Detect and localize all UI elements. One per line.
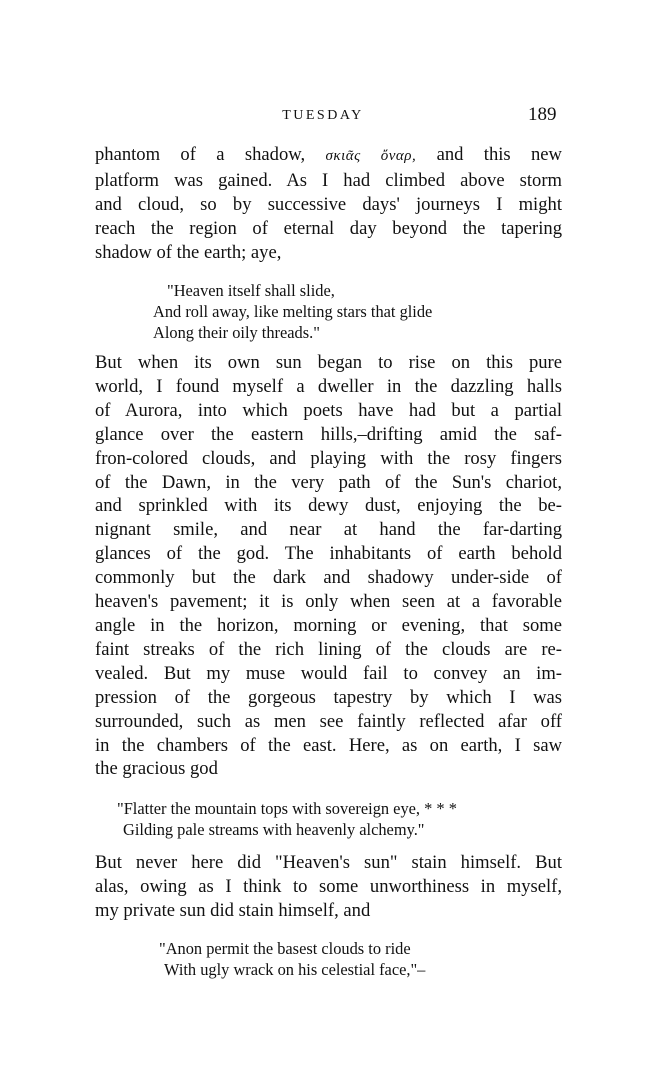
paragraph-line: and sprinkled with its dewy dust, enjoying the be- [95,495,562,517]
paragraph-1 [95,143,562,265]
paragraph-line: of the Dawn, in the very path of the Sun's chariot, [95,471,562,493]
paragraph-line: angle in the horizon, morning or evening, that some [95,614,562,636]
paragraph-line: world, I found myself a dweller in the dazzling halls [95,375,562,397]
paragraph-line: surrounded, such as men see faintly reflected afar off [95,710,562,732]
page-number: 189 [528,104,557,125]
paragraph-line: fron-colored clouds, and playing with the rosy fingers [95,447,562,469]
paragraph-line: shadow of the earth; aye, [95,241,282,263]
paragraph-line: and cloud, so by successive days' journeys I might [95,193,562,215]
paragraph-line: But never here did "Heaven's sun" stain himself. But [95,852,562,873]
verse-line: "Anon permit the basest clouds to ride [159,939,411,958]
paragraph-line: pression of the gorgeous tapestry by which I was [95,686,562,708]
paragraph-line: glances of the god. The inhabitants of earth behold [95,543,562,565]
paragraph-line: faint streaks of the rich lining of the clouds are re- [95,638,562,660]
running-title: TUESDAY [282,108,364,123]
verse-quote-3 [159,939,425,981]
paragraph-line: But when its own sun began to rise on this pure [95,352,562,373]
paragraph-line: vealed. But my muse would fail to convey an im- [95,662,562,684]
paragraph-3 [95,851,562,923]
verse-quote-1 [153,281,432,343]
paragraph-2 [95,351,562,781]
paragraph-line: alas, owing as I think to some unworthiness in myself, [95,875,562,897]
paragraph-line: in the chambers of the east. Here, as on earth, I saw [95,734,562,756]
paragraph-line: glance over the eastern hills,–drifting amid the saf- [95,423,562,445]
paragraph-line: platform was gained. As I had climbed above storm [95,169,562,191]
paragraph-line: reach the region of eternal day beyond the tapering [95,217,562,239]
paragraph-line: heaven's pavement; it is only when seen at a favorable [95,591,562,613]
verse-quote-2 [117,799,457,841]
paragraph-line: my private sun did stain himself, and [95,899,371,921]
paragraph-line: the gracious god [95,758,218,780]
verse-line: And roll away, like melting stars that glide [153,301,433,321]
verse-line: Along their oily threads." [153,322,320,342]
greek-phrase: σκιᾶς ὄναρ, [325,148,417,164]
line-text: phantom of a shadow, [95,144,306,165]
paragraph-line: of Aurora, into which poets have had but a partial [95,399,562,421]
verse-line: Gilding pale streams with heavenly alchemy." [123,819,425,839]
line-text: and this new [436,144,562,165]
verse-line: "Heaven itself shall slide, [167,281,335,300]
verse-line: "Flatter the mountain tops with sovereign eye, * * * [117,799,457,818]
verse-line: With ugly wrack on his celestial face,"– [164,959,426,979]
paragraph-line [95,143,562,169]
paragraph-line: nignant smile, and near at hand the far-darting [95,519,562,541]
paragraph-line: commonly but the dark and shadowy under-side of [95,567,562,589]
